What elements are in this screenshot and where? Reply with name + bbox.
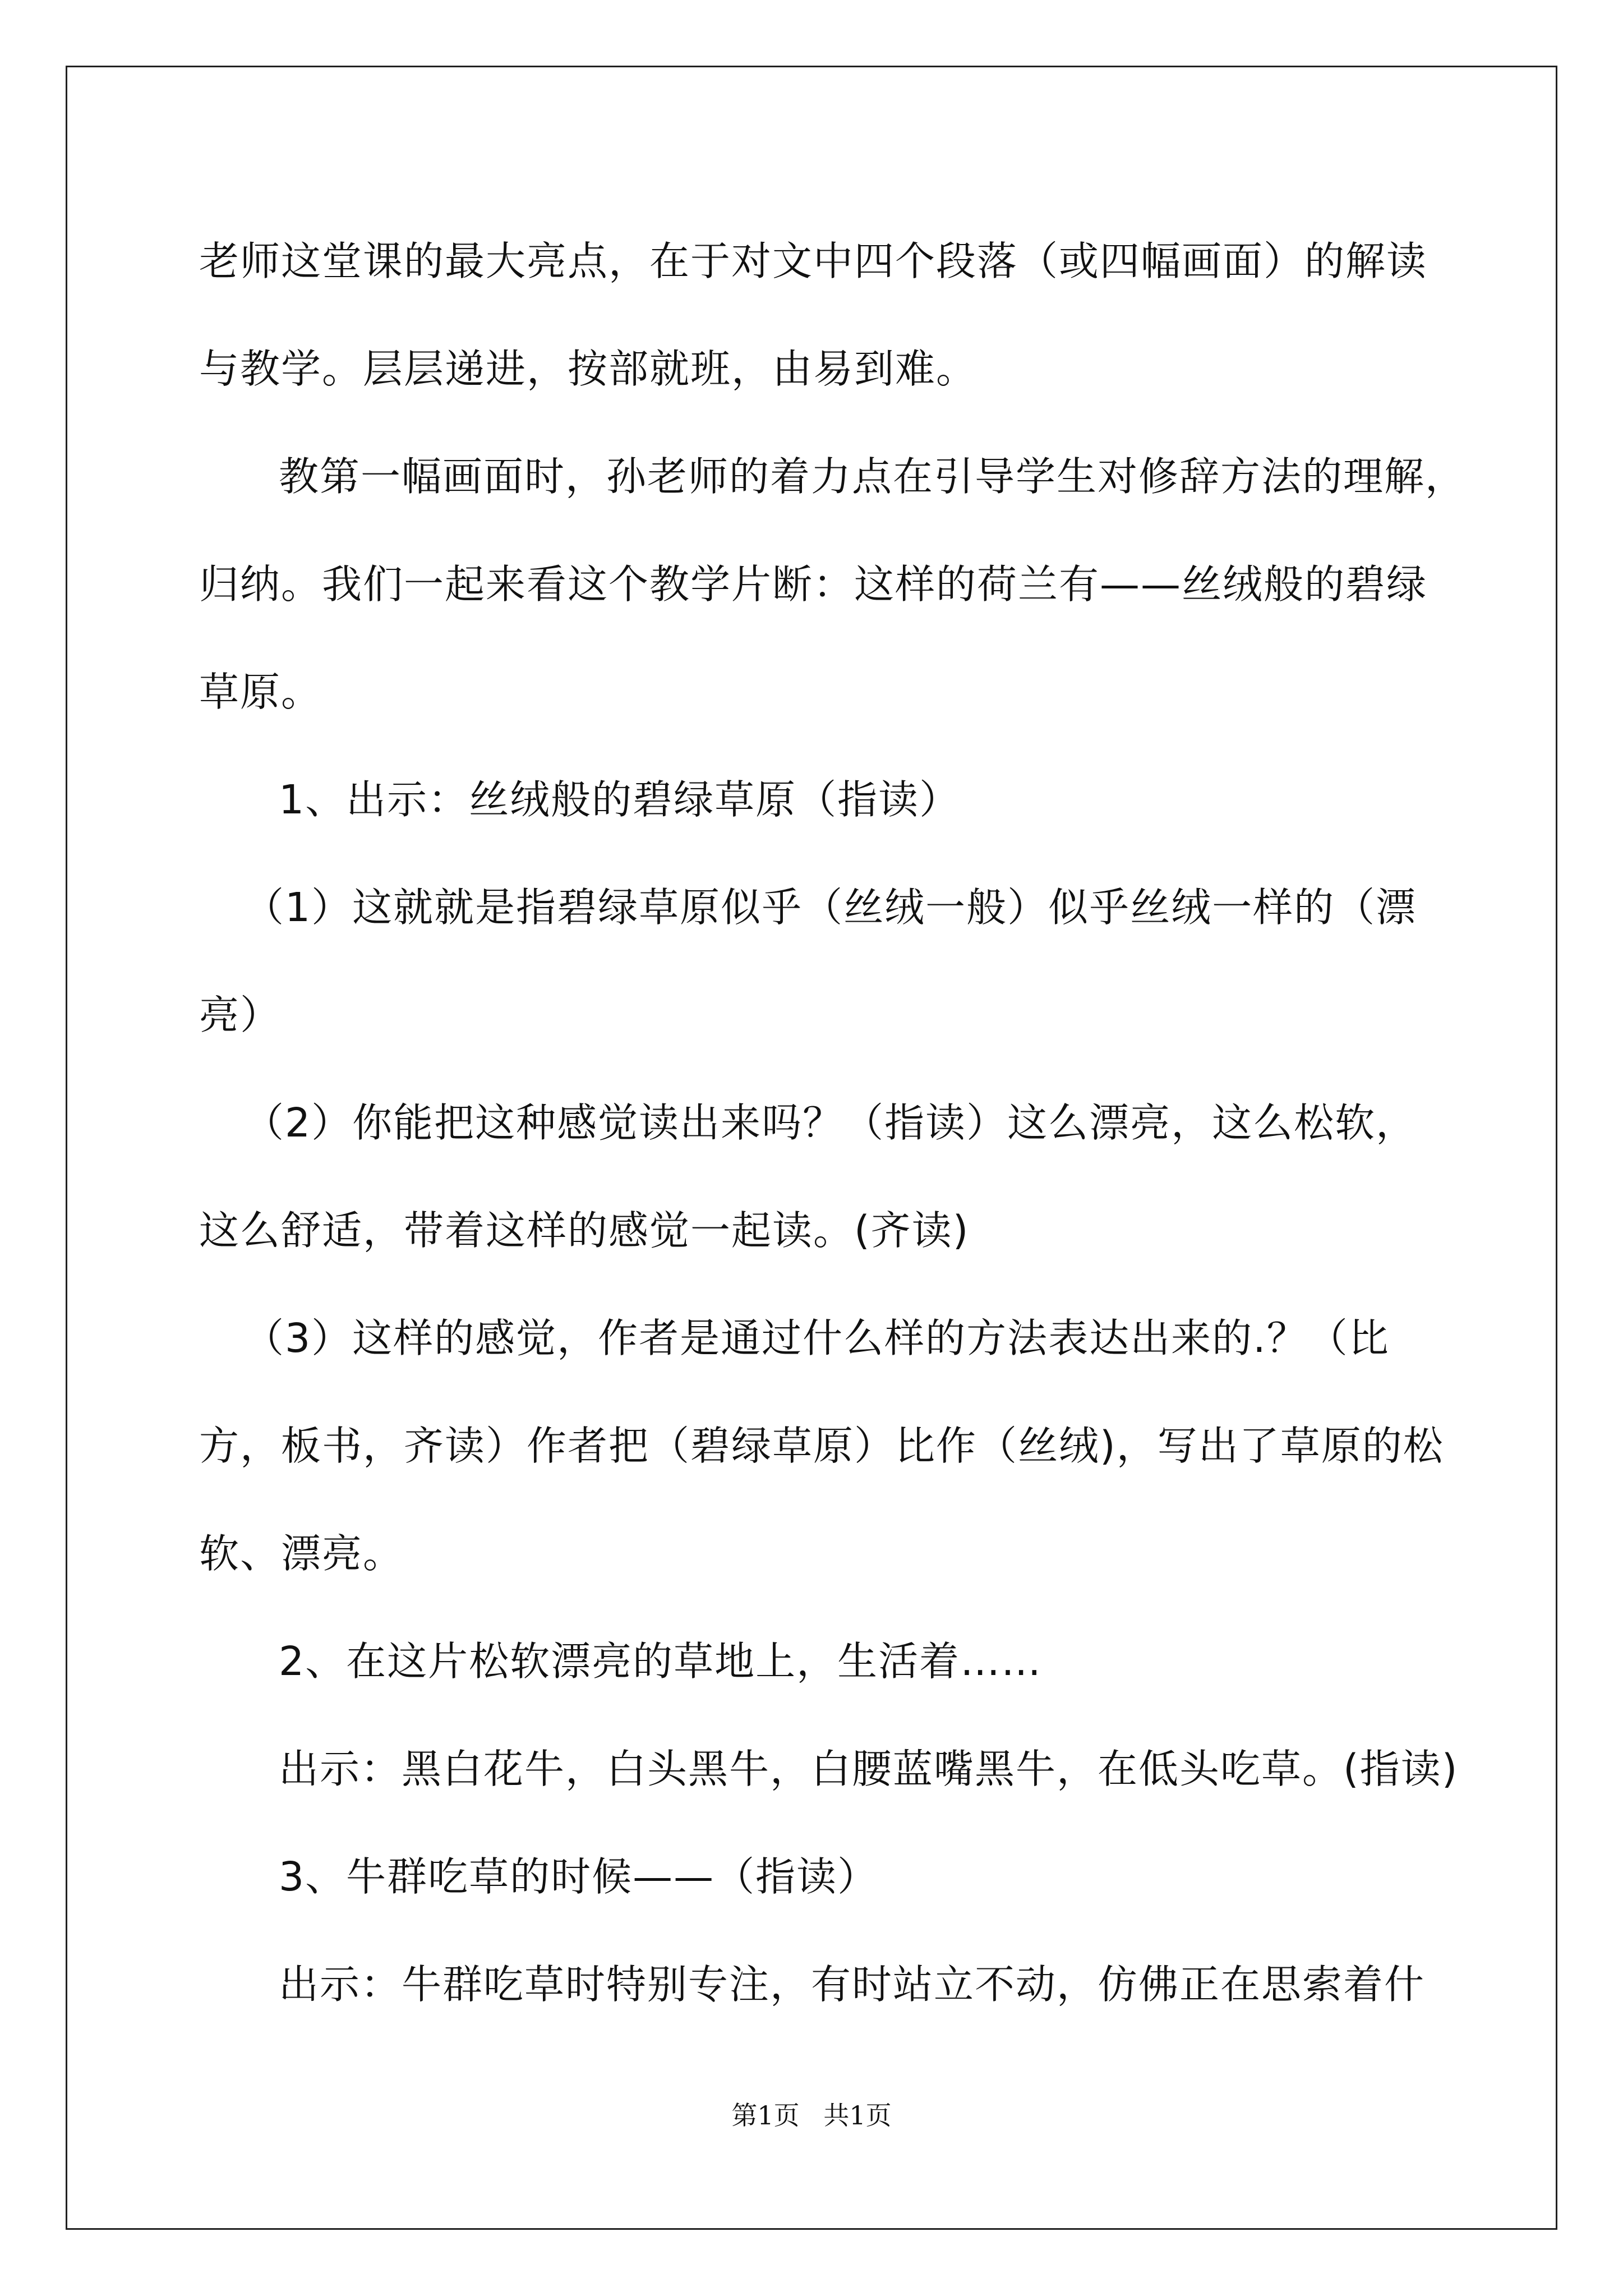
page-number: 第1页 [731,2100,800,2131]
text-line: 这么舒适，带着这样的感觉一起读。(齐读) [199,1207,970,1254]
text-line: 亮） [199,992,282,1038]
page-total: 共1页 [823,2100,892,2131]
text-line: 教第一幅画面时，孙老师的着力点在引导学生对修辞方法的理解， [279,453,1467,500]
text-line: （1）这就就是指碧绿草原似乎（丝绒一般）似乎丝绒一样的（漂 [244,884,1417,931]
text-line: 老师这堂课的最大亮点，在于对文中四个段落（或四幅画面）的解读 [199,238,1428,284]
text-line: 与教学。层层递进，按部就班，由易到难。 [199,346,978,392]
page-footer [0,2095,1623,2132]
text-line: 归纳。我们一起来看这个教学片断：这样的荷兰有——丝绒般的碧绿 [199,561,1428,608]
text-line: 2、在这片松软漂亮的草地上，生活着…… [279,1638,1043,1685]
text-line: 3、牛群吃草的时候——（指读） [279,1853,879,1900]
text-line: （3）这样的感觉，作者是通过什么样的方法表达出来的.？（比 [244,1315,1390,1361]
document-body [199,208,1467,2039]
text-line: 方，板书，齐读）作者把（碧绿草原）比作（丝绒)，写出了草原的松 [199,1423,1444,1469]
text-line: 1、出示：丝绒般的碧绿草原（指读） [279,776,961,823]
text-line: 软、漂亮。 [199,1530,404,1577]
text-line: 出示：牛群吃草时特别专注，有时站立不动，仿佛正在思索着什 [279,1961,1426,2008]
text-line: （2）你能把这种感觉读出来吗？（指读）这么漂亮，这么松软， [244,1099,1417,1146]
text-line: 草原。 [199,669,322,715]
text-line: 出示：黑白花牛，白头黑牛，白腰蓝嘴黑牛，在低头吃草。(指读) [279,1746,1459,1792]
